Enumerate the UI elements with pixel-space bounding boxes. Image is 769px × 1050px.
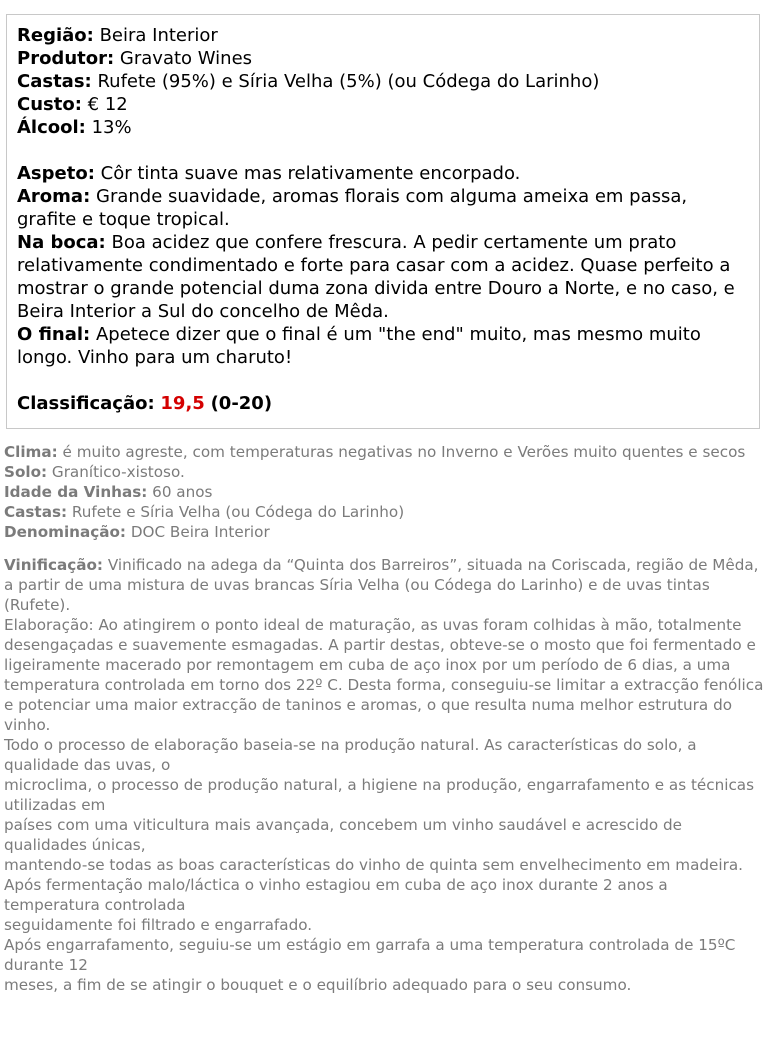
castas-detail-row [4, 502, 764, 522]
wine-details [4, 442, 764, 995]
vinificacao-row [4, 555, 764, 615]
boca-value: Boa acidez que confere frescura. A pedir certamente um prato relativamente condimentado e forte para casar com a acidez. Quase perfeito a mostrar o grande potencial duma zona divida entre Douro a Norte, e no caso, e Beira Interior a Sul do concelho de Mêda. [17, 232, 735, 322]
denominacao-value: DOC Beira Interior [130, 523, 270, 541]
classificacao-row [17, 392, 749, 415]
processo-line: microclima, o processo de produção natural, a higiene na produção, engarrafamento e as técnicas utilizadas em [4, 776, 755, 814]
alcool-value: 13% [91, 117, 132, 138]
vinificacao-label: Vinificação: [4, 556, 103, 574]
vinificacao-value: Vinificado na adega da “Quinta dos Barreiros”, situada na Coriscada, região de Mêda, a partir de uma mistura de uvas brancas Síria Velha (ou Códega do Larinho) e de uvas tintas (Rufete). [4, 556, 759, 614]
final-value: Apetece dizer que o final é um "the end" muito, mas mesmo muito longo. Vinho para um charuto! [17, 324, 701, 368]
idade-value: 60 anos [152, 483, 213, 501]
alcool-label: Álcool: [17, 117, 86, 138]
solo-row [4, 462, 764, 482]
clima-label: Clima: [4, 443, 58, 461]
regiao-label: Região: [17, 25, 94, 46]
processo-line: Após engarrafamento, seguiu-se um estágio em garrafa a uma temperatura controlada de 15ºC durante 12 [4, 936, 736, 974]
clima-value: é muito agreste, com temperaturas negativas no Inverno e Verões muito quentes e secos [62, 443, 746, 461]
classificacao-score: 19,5 [160, 393, 205, 414]
denominacao-label: Denominação: [4, 523, 127, 541]
aspeto-row [17, 162, 749, 185]
spacer [17, 369, 749, 392]
solo-label: Solo: [4, 463, 48, 481]
aroma-row [17, 185, 749, 231]
produtor-row [17, 47, 749, 70]
regiao-value: Beira Interior [99, 25, 218, 46]
alcool-row [17, 116, 749, 139]
custo-row [17, 93, 749, 116]
castas-label: Castas: [17, 71, 92, 92]
processo-line: seguidamente foi filtrado e engarrafado. [4, 916, 313, 934]
custo-label: Custo: [17, 94, 82, 115]
boca-label: Na boca: [17, 232, 106, 253]
aspeto-label: Aspeto: [17, 163, 95, 184]
processo-line: mantendo-se todas as boas características do vinho de quinta sem envelhecimento em madeira. [4, 856, 743, 874]
solo-value: Granítico-xistoso. [51, 463, 185, 481]
castas-detail-label: Castas: [4, 503, 68, 521]
processo-line: Após fermentação malo/láctica o vinho estagiou em cuba de aço inox durante 2 anos a temperatura controlada [4, 876, 668, 914]
final-label: O final: [17, 324, 91, 345]
aroma-value: Grande suavidade, aromas florais com alguma ameixa em passa, grafite e toque tropical. [17, 186, 688, 230]
aspeto-value: Côr tinta suave mas relativamente encorpado. [100, 163, 521, 184]
elaboracao-paragraph: Elaboração: Ao atingirem o ponto ideal de maturação, as uvas foram colhidas à mão, totalmente desengaçadas e suavemente esmagadas. A partir destas, obteve-se o mosto que foi fermentado e ligeiramente macerado por remontagem em cuba de aço inox por um período de 6 dias, a uma temperatura controlada em torno dos 22º C. Desta forma, conseguiu-se limitar a extracção fenólica e potenciar uma maior extracção de taninos e aromas, o que resulta numa melhor estrutura do vinho. [4, 616, 764, 734]
castas-value: Rufete (95%) e Síria Velha (5%) (ou Códega do Larinho) [97, 71, 600, 92]
wine-tasting-box [6, 14, 760, 429]
castas-detail-value: Rufete e Síria Velha (ou Códega do Larinho) [71, 503, 405, 521]
regiao-row [17, 24, 749, 47]
classificacao-range: (0-20) [210, 393, 273, 414]
boca-row [17, 231, 749, 323]
spacer [17, 139, 749, 162]
produtor-value: Gravato Wines [119, 48, 253, 69]
processo-line: países com uma viticultura mais avançada, concebem um vinho saudável e acrescido de qualidades únicas, [4, 816, 682, 854]
processo-line: Todo o processo de elaboração baseia-se na produção natural. As características do solo, a qualidade das uvas, o [4, 736, 697, 774]
final-row [17, 323, 749, 369]
aroma-label: Aroma: [17, 186, 91, 207]
produtor-label: Produtor: [17, 48, 115, 69]
classificacao-label: Classificação: [17, 393, 155, 414]
custo-value: € 12 [87, 94, 128, 115]
clima-row [4, 442, 764, 462]
denominacao-row [4, 522, 764, 542]
idade-row [4, 482, 764, 502]
castas-row [17, 70, 749, 93]
processo-line: meses, a fim de se atingir o bouquet e o equilíbrio adequado para o seu consumo. [4, 976, 632, 994]
idade-label: Idade da Vinhas: [4, 483, 148, 501]
spacer [4, 542, 764, 555]
